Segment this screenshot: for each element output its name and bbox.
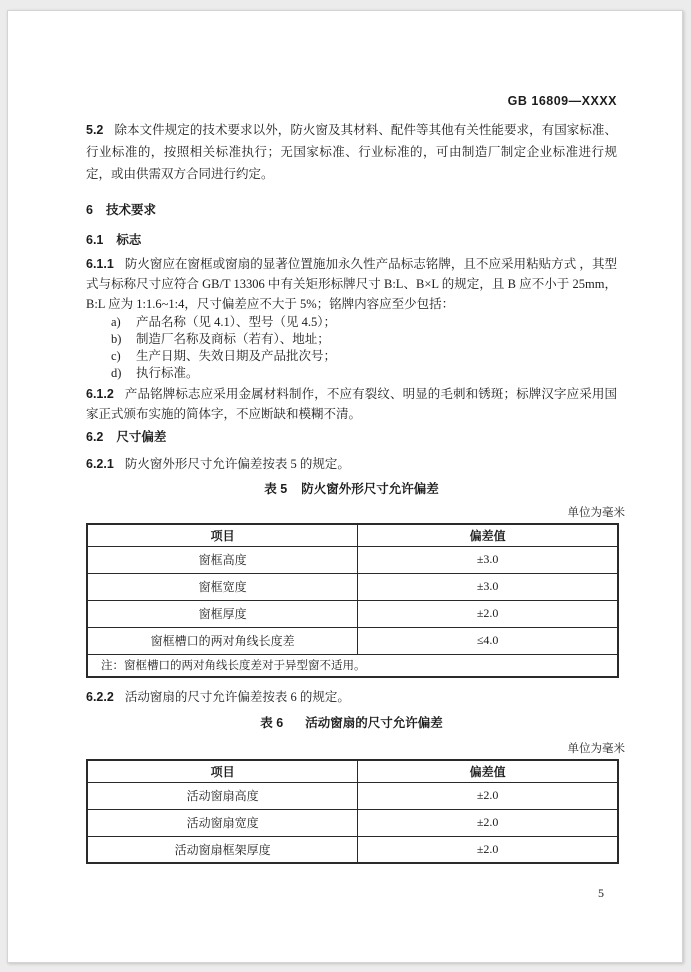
list-item-c-text: 生产日期、失效日期及产品批次号； bbox=[136, 349, 337, 363]
section-6-1-number: 6.1 bbox=[86, 233, 104, 247]
table-row bbox=[87, 809, 618, 836]
section-6-1-title: 标志 bbox=[116, 233, 142, 247]
table-6-cell-item: 活动窗扇宽度 bbox=[87, 809, 358, 836]
table-5 bbox=[86, 523, 619, 678]
section-6-2-heading bbox=[86, 429, 617, 445]
clause-6-1-1-number: 6.1.1 bbox=[86, 257, 114, 271]
table-5-unit-note: 单位为毫米 bbox=[567, 507, 625, 519]
page-number: 5 bbox=[598, 886, 604, 900]
list-item-d-text: 执行标准。 bbox=[136, 366, 199, 380]
table-5-cell-value: ±3.0 bbox=[358, 573, 618, 600]
table-6-unit-note: 单位为毫米 bbox=[567, 743, 625, 755]
clause-6-1-2-number: 6.1.2 bbox=[86, 387, 114, 401]
nameplate-content-list bbox=[86, 314, 617, 382]
table-5-cell-value: ±3.0 bbox=[358, 546, 618, 573]
clause-5-2-text: 除本文件规定的技术要求以外，防火窗及其材料、配件等其他有关性能要求，有国家标准、行业标准的，按照相关标准执行；无国家标准、行业标准的，可由制造厂制定企业标准进行规定，或由供需双方合同进行约定。 bbox=[86, 123, 617, 181]
section-6-2-number: 6.2 bbox=[86, 430, 104, 444]
table-5-cell-item: 窗框高度 bbox=[87, 546, 358, 573]
document-page bbox=[7, 10, 683, 963]
list-item-d-marker: d) bbox=[111, 366, 122, 380]
clause-6-2-1-number: 6.2.1 bbox=[86, 457, 114, 471]
section-6-title: 技术要求 bbox=[105, 203, 156, 217]
list-item-a-text: 产品名称（见 4.1）、型号（见 4.5）； bbox=[136, 315, 337, 329]
table-5-header-deviation: 偏差值 bbox=[358, 524, 618, 546]
table-5-header-row bbox=[87, 524, 618, 546]
table-5-caption-title: 防火窗外形尺寸允许偏差 bbox=[301, 482, 439, 496]
table-row bbox=[87, 546, 618, 573]
table-6-caption bbox=[86, 715, 617, 731]
table-row bbox=[87, 836, 618, 863]
standard-code-header: GB 16809—XXXX bbox=[507, 94, 617, 108]
table-6-cell-value: ±2.0 bbox=[358, 809, 618, 836]
table-5-header-item: 项目 bbox=[87, 524, 358, 546]
table-5-cell-item: 窗框厚度 bbox=[87, 600, 358, 627]
list-item-b-text: 制造厂名称及商标（若有）、地址； bbox=[136, 332, 330, 346]
list-item-c bbox=[111, 348, 617, 365]
table-6-header-deviation: 偏差值 bbox=[358, 760, 618, 782]
list-item-c-marker: c) bbox=[111, 349, 121, 363]
section-6-2-title: 尺寸偏差 bbox=[116, 430, 167, 444]
clause-6-2-1 bbox=[86, 453, 617, 473]
table-6-cell-value: ±2.0 bbox=[358, 836, 618, 863]
table-row bbox=[87, 600, 618, 627]
table-5-cell-value: ±2.0 bbox=[358, 600, 618, 627]
list-item-a bbox=[111, 314, 617, 331]
table-6-cell-item: 活动窗扇框架厚度 bbox=[87, 836, 358, 863]
clause-6-1-2-text: 产品铭牌标志应采用金属材料制作，不应有裂纹、明显的毛刺和锈斑；标牌汉字应采用国家正式颁布实施的简体字，不应断缺和模糊不清。 bbox=[86, 387, 617, 421]
table-6-caption-title: 活动窗扇的尺寸允许偏差 bbox=[305, 716, 443, 730]
section-6-1-heading bbox=[86, 232, 617, 248]
table-5-cell-item: 窗框槽口的两对角线长度差 bbox=[87, 627, 358, 654]
clause-6-1-2 bbox=[86, 384, 617, 424]
clause-6-1-1 bbox=[86, 254, 617, 314]
table-6-header-row bbox=[87, 760, 618, 782]
table-5-caption bbox=[86, 481, 617, 497]
list-item-d bbox=[111, 365, 617, 382]
table-5-cell-value: ≤4.0 bbox=[358, 627, 618, 654]
table-5-caption-label: 表 5 bbox=[264, 482, 288, 496]
list-item-a-marker: a) bbox=[111, 315, 121, 329]
table-5-cell-item: 窗框宽度 bbox=[87, 573, 358, 600]
clause-6-2-1-text: 防火窗外形尺寸允许偏差按表 5 的规定。 bbox=[124, 457, 350, 471]
list-item-b bbox=[111, 331, 617, 348]
clause-6-2-2-text: 活动窗扇的尺寸允许偏差按表 6 的规定。 bbox=[124, 690, 350, 704]
table-6-cell-value: ±2.0 bbox=[358, 782, 618, 809]
table-6-header-item: 项目 bbox=[87, 760, 358, 782]
table-6 bbox=[86, 759, 619, 864]
clause-6-2-2-number: 6.2.2 bbox=[86, 690, 114, 704]
table-5-note: 注：窗框槽口的两对角线长度差对于异型窗不适用。 bbox=[87, 654, 618, 677]
table-6-caption-label: 表 6 bbox=[260, 716, 284, 730]
clause-6-1-1-text: 防火窗应在窗框或窗扇的显著位置施加永久性产品标志铭牌，且不应采用粘贴方式 ，其型式与标称尺寸应符合 GB/T 13306 中有关矩形标牌尺寸 B:L、B×L 的规定，且 B 应不小于 25mm，B:L 应为 1:1.6~1:4，尺寸偏差应不大于 5%；铭牌内容应至少包括： bbox=[86, 257, 617, 311]
list-item-b-marker: b) bbox=[111, 332, 122, 346]
clause-5-2 bbox=[86, 119, 617, 185]
table-row bbox=[87, 627, 618, 654]
table-row bbox=[87, 782, 618, 809]
section-6-heading bbox=[86, 202, 617, 218]
section-6-number: 6 bbox=[86, 203, 93, 217]
table-6-cell-item: 活动窗扇高度 bbox=[87, 782, 358, 809]
clause-6-2-2 bbox=[86, 686, 617, 706]
table-5-note-row bbox=[87, 654, 618, 677]
table-row bbox=[87, 573, 618, 600]
clause-5-2-number: 5.2 bbox=[86, 123, 104, 137]
